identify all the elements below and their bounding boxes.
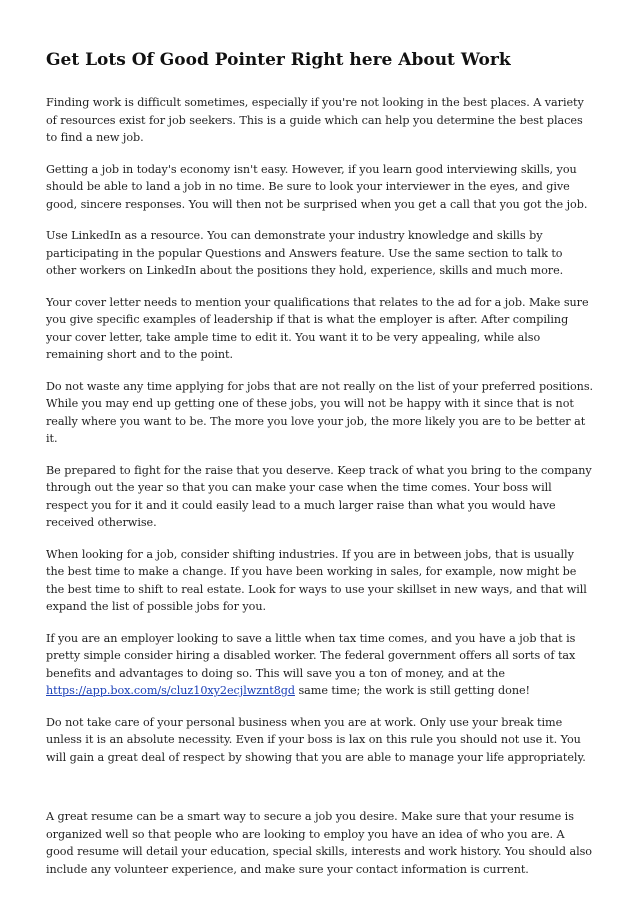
employer-text-after-link: same time; the work is still getting done! — [294, 684, 530, 697]
paragraph-preferred-positions: Do not waste any time applying for jobs that are not really on the list of your preferred positions. While you may end up getting one of these jobs, you will not be happy with it since that is not really where you want to be. The more you love your job, the more likely you are to be better at it. — [46, 379, 594, 445]
paragraph-finding-work: Finding work is difficult sometimes, especially if you're not looking in the best places. A variety of resources exist for job seekers. This is a guide which can help you determine the best places to find a new job. — [46, 96, 584, 144]
paragraph-employer — [46, 630, 594, 700]
paragraph-personal-business: Do not take care of your personal business when you are at work. Only use your break time unless it is an absolute necessity. Even if your boss is lax on this rule you should not use it. You will gain a great deal of respect by showing that you are able to manage your life appropriately. — [46, 715, 586, 764]
document-page — [46, 48, 594, 892]
paragraph-raise: Be prepared to fight for the raise that you deserve. Keep track of what you bring to the company through out the year so that you can make your case when the time comes. Your boss will respect you for it and it could easily lead to a much larger raise than what you would have received otherwise. — [46, 463, 592, 529]
paragraph-linkedin: Use LinkedIn as a resource. You can demonstrate your industry knowledge and skills by participating in the popular Questions and Answers feature. Use the same section to talk to other workers on LinkedIn about the positions they hold, experience, skills and much more. — [46, 229, 564, 277]
paragraph-economy: Getting a job in today's economy isn't easy. However, if you learn good interviewing skills, you should be able to land a job in no time. Be sure to look your interviewer in the eyes, and give good, sincere responses. You will then not be surprised when you get a call that you got the job. — [46, 162, 588, 211]
paragraph-shifting-industries: When looking for a job, consider shifting industries. If you are in between jobs, that is usually the best time to make a change. If you have been working in sales, for example, now might be the best time to shift to real estate. Look for ways to use your skillset in new ways, and that will expand the list of possible jobs for you. — [46, 547, 587, 613]
page-title: Get Lots Of Good Pointer Right here About Work — [46, 50, 511, 70]
employer-text-before-link: If you are an employer looking to save a little when tax time comes, and you have a job that is pretty simple consider hiring a disabled worker. The federal government offers all sorts of tax benefits and advantages to doing so. This will save you a ton of money, and at the — [46, 631, 576, 680]
box-link[interactable]: https://app.box.com/s/cluz10xy2ecjlwznt8gd — [46, 684, 295, 697]
paragraph-cover-letter: Your cover letter needs to mention your qualifications that relates to the ad for a job. Make sure you give specific examples of leadership if that is what the employer is after. After compiling your cover letter, take ample time to edit it. You want it to be very appealing, while also remaining short and to the point. — [46, 295, 589, 361]
paragraph-resume: A great resume can be a smart way to secure a job you desire. Make sure that your resume is organized well so that people who are looking to employ you have an idea of who you are. A good resume will detail your education, special skills, interests and work history. You should also include any volunteer experience, and make sure your contact information is current. — [46, 810, 592, 876]
